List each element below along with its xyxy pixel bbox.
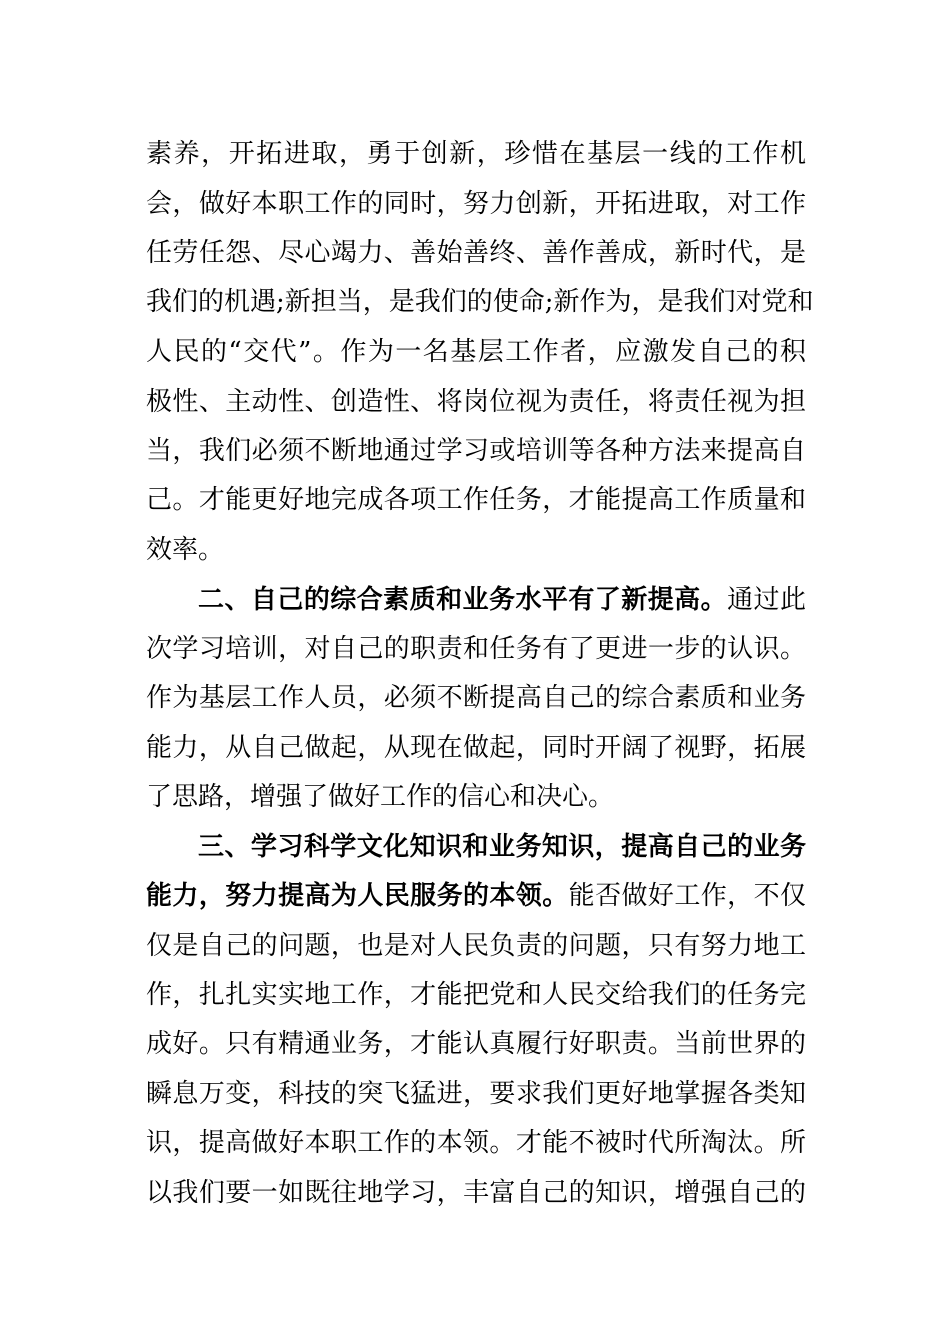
section-2-text: 通过此	[727, 585, 806, 615]
paragraph-line: 我们的机遇;新担当，是我们的使命;新作为，是我们对党和	[146, 287, 814, 317]
paragraph-line: 了思路，增强了做好工作的信心和决心。	[146, 782, 615, 812]
paragraph-line: 极性、主动性、创造性、将岗位视为责任，将责任视为担	[146, 387, 806, 417]
paragraph-line: 仅是自己的问题，也是对人民负责的问题，只有努力地工	[146, 931, 806, 961]
paragraph-line: 作为基层工作人员，必须不断提高自己的综合素质和业务	[146, 683, 806, 713]
section-3-text: 能否做好工作，不仅	[568, 881, 806, 911]
paragraph-line: 作，扎扎实实地工作，才能把党和人民交给我们的任务完	[146, 980, 806, 1010]
paragraph-line: 瞬息万变，科技的突飞猛进，要求我们更好地掌握各类知	[146, 1079, 806, 1109]
paragraph-line: 任劳任怨、尽心竭力、善始善终、善作善成，新时代，是	[146, 238, 806, 268]
paragraph-line: 己。才能更好地完成各项工作任务，才能提高工作质量和	[146, 485, 806, 515]
section-3-heading: 三、学习科学文化知识和业务知识，提高自己的业务	[198, 832, 806, 862]
section-2-first-line	[198, 580, 806, 620]
section-2-heading: 二、自己的综合素质和业务水平有了新提高。	[198, 585, 728, 615]
paragraph-line: 以我们要一如既往地学习，丰富自己的知识，增强自己的	[146, 1178, 806, 1208]
paragraph-line: 会，做好本职工作的同时，努力创新，开拓进取，对工作	[146, 189, 806, 219]
paragraph-line: 识，提高做好本职工作的本领。才能不被时代所淘汰。所	[146, 1128, 806, 1158]
paragraph-line: 能力，从自己做起，从现在做起，同时开阔了视野，拓展	[146, 733, 806, 763]
paragraph-line: 次学习培训，对自己的职责和任务有了更进一步的认识。	[146, 634, 806, 664]
section-3-second-line	[146, 876, 806, 916]
paragraph-line: 人民的“交代”。作为一名基层工作者，应激发自己的积	[146, 337, 806, 367]
paragraph-line: 素养，开拓进取，勇于创新，珍惜在基层一线的工作机	[146, 139, 806, 169]
section-3-heading-end: 能力，努力提高为人民服务的本领。	[146, 881, 569, 911]
paragraph-line: 效率。	[146, 535, 225, 565]
paragraph-line: 当，我们必须不断地通过学习或培训等各种方法来提高自	[146, 436, 806, 466]
paragraph-line: 成好。只有精通业务，才能认真履行好职责。当前世界的	[146, 1029, 806, 1059]
